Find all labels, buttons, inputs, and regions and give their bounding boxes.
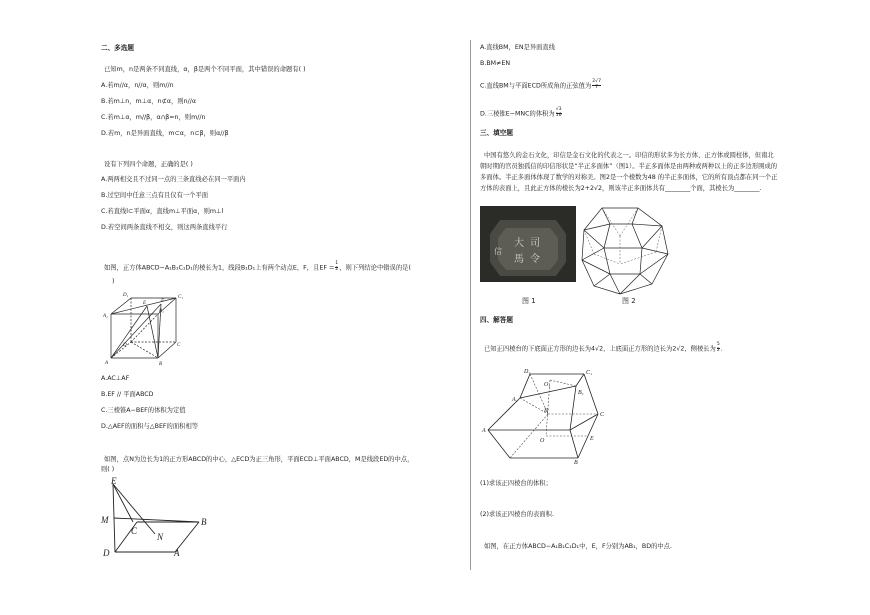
label-a: A [482,428,486,434]
plane-figure [101,478,221,558]
q7-stem: 如图，在正方体ABCD−A₁B₁C₁D₁中，E，F分别为AB₁，BD的中点. [484,543,672,550]
q3-stem-close: ) [112,278,115,285]
label-e: E [590,436,594,442]
svg-text:馬: 馬 [514,254,524,265]
q4-stem-close: 则( ) [101,466,115,473]
q5-line3: 多面体。半正多面体体现了数学的对称美。图2是一个棱数为48 的半正多面体，它的所有顶点都在同一个正 [480,174,778,181]
q2-option-b: B.过空间中任意三点有且仅有一个平面 [101,192,209,199]
svg-text:令: 令 [530,254,540,265]
q1-option-b: B.若m⊥n，m⊥α，n⊄α，则n//α [101,98,196,105]
q3-option-a: A.AC⊥AF [101,375,130,382]
label-a1: A₁ [103,314,108,319]
label-d: D [544,408,549,414]
q6-part1: (1)求该正四棱台的体积； [480,480,552,487]
q2-stem: 设有下列四个命题，正确的是( ) [104,161,193,168]
q1-option-d: D.若m，n是异面直线，m⊂α，n⊂β，则α//β [101,130,229,137]
q1-stem: 已知m，n是两条不同直线，α，β是两个不同平面，其中错误的命题有( ) [104,66,306,73]
q6-part2: (2)求该正四棱台的表面积. [480,511,554,518]
label-c: C [131,526,138,536]
q3-stem: 如图，正方体ABCD−A₁B₁C₁D₁的棱长为1，线段B₁D₁上有两个动点E，F，且EF = $\frac{1}{2}$ ，则下列结论中错误的是( [104,261,411,272]
label-c1: C₁ [586,370,593,376]
svg-text:司: 司 [530,238,540,249]
label-c1: C₁ [178,295,184,300]
q5-line2: 朝时期的官员独孤信的印信形状是“半正多面体”（图1）。半正多面体是由两种或两种以上的正多边形围成的 [480,163,778,170]
section-title-multiple-choice: 二、多选题 [101,44,134,52]
frustum-figure [482,364,616,466]
section-title-solution: 四、解答题 [480,316,513,324]
label-m: M [101,515,109,525]
fig1-caption: 图 1 [522,297,536,305]
label-d1: D₁ [123,293,129,298]
label-b: B [574,460,578,466]
label-b1: B₁ [159,309,164,314]
svg-text:信: 信 [494,247,502,256]
q4-option-a: A.直线BM，EN是异面直线 [480,44,556,51]
q1-option-a: A.若m//α，n//α，则m//n [101,82,174,89]
label-d: D [123,343,127,348]
label-b: B [159,362,163,367]
q4-option-d: D.三棱锥E−MNC的体积为 $\frac{√3}{16}$ [480,107,562,118]
seal-photo [480,206,576,282]
label-n: N [157,532,164,542]
q3-option-d: D.△AEF的面积与△BEF的面积相等 [101,423,199,430]
label-a: A [174,548,180,558]
label-e: E [111,476,117,486]
label-o1: O₁ [544,382,551,388]
label-b1: B₁ [578,390,584,396]
q5-line1: 中国有悠久的金石文化，印信是金石文化的代表之一。印信的形状多为长方体、正方体或圆柱体，但南北 [484,152,774,159]
q2-option-d: D.若空间两条直线不相交，则这两条直线平行 [101,224,228,231]
polyhedron-figure [580,204,670,296]
cube-figure [101,290,201,370]
section-title-fill-blank: 三、填空题 [480,129,513,137]
q2-option-c: C.若直线l⊂平面α，直线m⊥平面α，则m⊥l [101,208,224,215]
label-d1: D₁ [524,369,531,375]
q3-option-c: C.三棱锥A−BEF的体积为定值 [101,407,186,414]
column-divider [470,40,471,570]
q1-option-c: C.若m⊥α，m//β，α∩β=n，则m//n [101,114,206,121]
label-d: D [103,548,110,558]
label-a: A [105,361,109,366]
q5-line4: 方体的表面上，且此正方体的棱长为2+2√2，则该半正多面体共有________个面，其棱长为________. [480,185,762,192]
q4-stem: 如图，点N为边长为1的正方形ABCD的中心，△ECD为正三角形，平面ECD⊥平面ABCD，M是线段ED的中点， [104,456,414,463]
label-o: O [540,438,545,444]
q4-option-c: C.直线BM与平面ECD所成角的正弦值为 $\frac{2√7}{7}$ [480,79,602,90]
label-e: E [143,301,147,306]
label-a1: A₁ [512,397,518,403]
q6-stem: 已知正四棱台的下底面正方形的边长为4√2，上底面正方形的边长为2√2，侧棱长为 $\frac{5}{2}$ . [484,342,723,353]
fig2-caption: 图 2 [622,297,636,305]
q2-option-a: A.两两相交且不过同一点的三条直线必在同一平面内 [101,176,246,183]
q3-fraction: $\frac{1}{2}$ [335,261,339,272]
svg-text:大: 大 [514,238,524,249]
label-b: B [201,517,207,527]
q4-option-b: B.BM≠EN [480,60,511,67]
seal-icon [480,206,576,282]
q3-option-b: B.EF // 平面ABCD [101,391,154,398]
label-f: F [161,299,165,304]
label-c: C [177,343,181,348]
label-c: C [600,412,605,418]
